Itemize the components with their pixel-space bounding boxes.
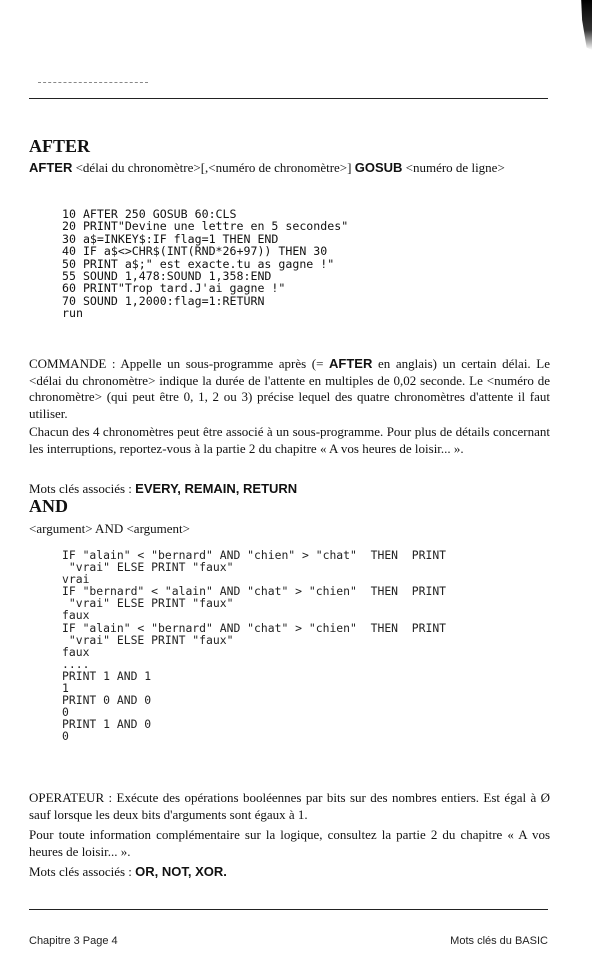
- code-line: 60 PRINT"Trop tard.J'ai gagne !": [62, 281, 286, 296]
- code-line: IF "alain" < "bernard" AND "chien" > "chat" THEN PRINT: [62, 548, 447, 562]
- code-line: vrai: [62, 572, 90, 587]
- code-line: run: [62, 306, 83, 321]
- code-line: 0: [62, 705, 69, 720]
- code-line: PRINT 1 AND 1: [62, 668, 152, 683]
- after-heading: AFTER: [29, 136, 91, 156]
- code-line: PRINT 1 AND 0: [62, 717, 152, 732]
- scan-smudge: [38, 82, 148, 87]
- code-line: 20 PRINT"Devine une lettre en 5 secondes": [62, 219, 349, 234]
- footer-chapter-page: Chapitre 3 Page 4: [29, 935, 118, 947]
- and-logic-note: Pour toute information complémentaire sur la logique, consultez la partie 2 du chapitre « A vos heures de loisir... ».: [29, 827, 550, 859]
- and-heading: AND: [29, 496, 68, 516]
- code-line: PRINT 0 AND 0: [62, 693, 152, 708]
- footer-section-title: Mots clés du BASIC: [450, 935, 548, 947]
- and-description: OPERATEUR : Exécute des opérations booléennes par bits sur des nombres entiers. Est égal à Ø sauf lorsque les deux bits d'arguments sont égaux à 1.: [29, 790, 550, 822]
- and-code-listing: [62, 549, 446, 743]
- related-label: Mots clés associés :: [29, 864, 136, 879]
- code-line: ....: [62, 656, 90, 671]
- code-line: 55 SOUND 1,478:SOUND 1,358:END: [62, 269, 272, 284]
- and-related-keywords: [29, 864, 550, 881]
- desc-keyword: AFTER: [329, 356, 373, 371]
- code-line: IF "alain" < "bernard" AND "chat" > "chien" THEN PRINT: [62, 620, 447, 635]
- desc-text: COMMANDE : Appelle un sous-programme après (=: [29, 356, 330, 371]
- code-line: 0: [62, 729, 69, 744]
- after-description: [29, 356, 550, 422]
- and-syntax: <argument> AND <argument>: [29, 521, 190, 536]
- code-line: 10 AFTER 250 GOSUB 60:CLS: [62, 207, 237, 221]
- code-line: faux: [62, 608, 90, 623]
- code-line: 40 IF a$<>CHR$(INT(RND*26+97)) THEN 30: [62, 244, 328, 259]
- code-line: "vrai" ELSE PRINT "faux": [62, 632, 234, 647]
- code-line: IF "bernard" < "alain" AND "chat" > "chien" THEN PRINT: [62, 584, 447, 599]
- related-keywords: EVERY, REMAIN, RETURN: [135, 481, 298, 496]
- code-line: 70 SOUND 1,2000:flag=1:RETURN: [62, 293, 265, 308]
- after-syntax: [29, 160, 550, 177]
- syntax-args-after: <délai du chronomètre>[,<numéro de chronomètre>]: [72, 160, 355, 175]
- code-line: faux: [62, 644, 90, 659]
- code-line: 30 a$=INKEY$:IF flag=1 THEN END: [62, 231, 279, 246]
- scan-corner-mark: [574, 0, 592, 50]
- syntax-keyword-after: AFTER: [29, 160, 73, 175]
- code-line: 50 PRINT a$;" est exacte.tu as gagne !": [62, 256, 335, 271]
- desc-text: en anglais) un certain délai. Le <délai du chronomètre> indique la durée de l'attente en multiples de 0,02 seconde. Le <numéro de chronomètre> (qui peut être 0, 1, 2 ou 3) précise lequel des quatre chronomètres d'attente il faut utiliser.: [29, 356, 550, 421]
- related-keywords: OR, NOT, XOR.: [135, 864, 227, 879]
- code-line: "vrai" ELSE PRINT "faux": [62, 560, 234, 575]
- after-interrupts-note: Chacun des 4 chronomètres peut être associé à un sous-programme. Pour plus de détails concernant les interruptions, reportez-vous à la partie 2 du chapitre « A vos heures de loisir... ».: [29, 424, 550, 456]
- after-related-keywords: [29, 481, 550, 498]
- code-line: 1: [62, 681, 69, 696]
- code-line: "vrai" ELSE PRINT "faux": [62, 596, 234, 611]
- after-code-listing: [62, 208, 348, 320]
- related-label: Mots clés associés :: [29, 481, 136, 496]
- syntax-line-number: <numéro de ligne>: [402, 160, 505, 175]
- header-rule: [29, 98, 548, 99]
- syntax-keyword-gosub: GOSUB: [354, 160, 403, 175]
- footer-rule: [29, 909, 548, 910]
